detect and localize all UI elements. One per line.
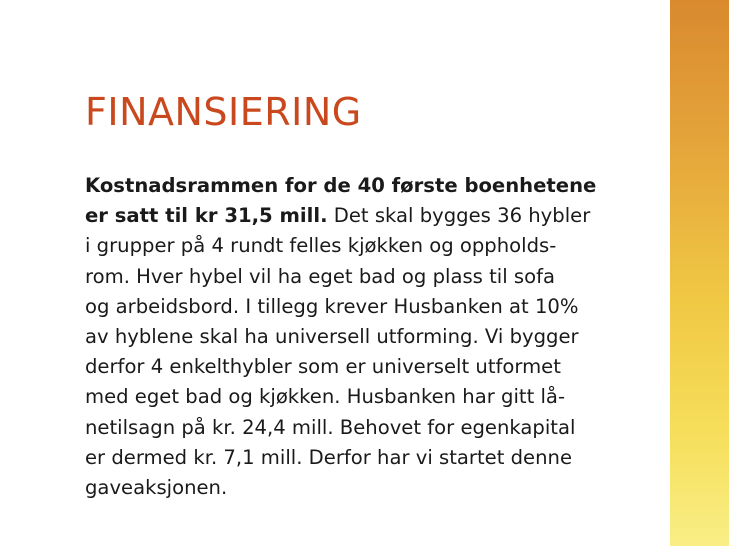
bold-text: er satt til kr 31,5 mill. — [85, 204, 328, 228]
text-line: med eget bad og kjøkken. Husbanken har gitt lå- — [85, 385, 566, 409]
text-line: og arbeidsbord. I tillegg krever Husbanken at 10% — [85, 294, 579, 318]
page-title: FINANSIERING — [85, 90, 362, 134]
text-line: rom. Hver hybel vil ha eget bad og plass til sofa — [85, 264, 556, 288]
body-paragraph — [85, 171, 655, 503]
text-line: er dermed kr. 7,1 mill. Derfor har vi startet denne — [85, 445, 573, 469]
text-line: av hyblene skal ha universell utforming. Vi bygger — [85, 325, 579, 349]
text-line: gaveaksjonen. — [85, 476, 228, 500]
text-segment: Det skal bygges 36 hybler — [327, 204, 591, 228]
decorative-gradient-band — [670, 0, 729, 546]
text-line: i grupper på 4 rundt felles kjøkken og oppholds- — [85, 234, 557, 258]
text-line: netilsagn på kr. 24,4 mill. Behovet for egenkapital — [85, 415, 576, 439]
text-line: derfor 4 enkelthybler som er universelt utformet — [85, 355, 561, 379]
text-line: Kostnadsrammen for de 40 første boenhetene — [85, 174, 597, 197]
text-line — [85, 201, 655, 231]
